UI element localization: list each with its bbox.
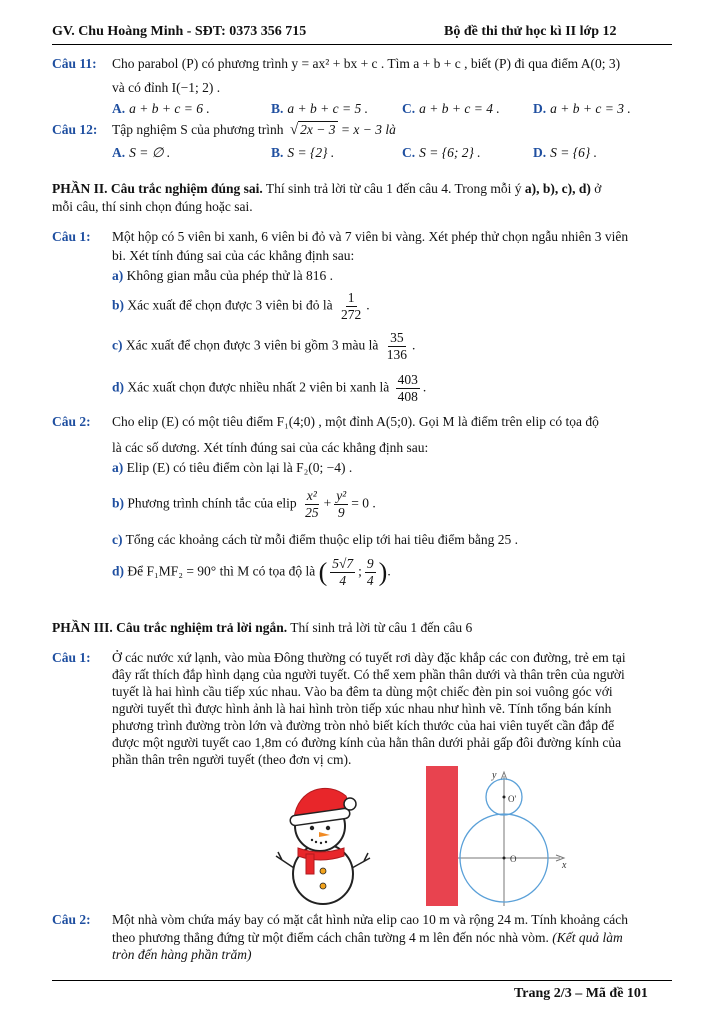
p2-q2-text-2: là các số dương. Xét tính đúng sai của các khẳng định sau:	[112, 440, 429, 455]
q11-option-c: C. a + b + c = 4 .	[402, 101, 500, 116]
footer-page: Trang 2/3 – Mã đề 101	[514, 986, 648, 1001]
q12-option-c: C. S = {6; 2} .	[402, 145, 481, 160]
q11-option-d: D. a + b + c = 3 .	[533, 101, 631, 116]
q11-option-a: A. a + b + c = 6 .	[112, 101, 210, 116]
p2-q2-text-1: Cho elip (E) có một tiêu điểm F₁(4;0) , một đỉnh A(5;0). Gọi M là điểm trên elip có tọa độ	[112, 414, 599, 429]
q11-text-2: và có đỉnh I(−1; 2) .	[112, 80, 221, 95]
p3-q1-line-4: người tuyết thì được hình ảnh là hai hình tròn tiếp xúc nhau như hình vẽ. Tính tổng bán kính	[112, 701, 612, 716]
q12-option-a: A. S = ∅ .	[112, 145, 171, 160]
q11-text-1: Cho parabol (P) có phương trình y = ax² + bx + c . Tìm a + b + c , biết (P) đi qua điểm A(0; 3)	[112, 56, 621, 71]
header-title: Bộ đề thi thử học kì II lớp 12	[444, 24, 617, 39]
p2-q2-b: b) Phương trình chính tắc của elip $\frac{\text{x²}}{25}$ + $\frac{\text{y²}}{9}$ = 0 .	[112, 488, 376, 520]
center-o-label: O	[510, 854, 517, 864]
p3-q1-line-7: phần thân trên người tuyết (theo đơn vị cm).	[112, 752, 352, 767]
part3-heading: PHẦN III. Câu trắc nghiệm trả lời ngắn. Thí sinh trả lời từ câu 1 đến câu 6	[52, 620, 473, 635]
part2-heading: PHẦN II. Câu trắc nghiệm đúng sai. Thí sinh trả lời từ câu 1 đến câu 4. Trong mỗi ý a), b), c), d) ở	[52, 181, 602, 196]
p3-q1-line-6: được một người tuyết cao 1,8m có đường kính của hằn thân dưới phải gấp đôi đường kính của	[112, 735, 622, 750]
header-rule	[52, 44, 672, 45]
q11-option-b: B. a + b + c = 5 .	[271, 101, 368, 116]
right-eye	[326, 826, 330, 830]
snowman-illustration	[258, 776, 388, 906]
p2-q1-label: Câu 1:	[52, 229, 91, 244]
p2-q1-d: d) Xác xuất chọn được nhiều nhất 2 viên bi xanh là $\frac{403}{408}$ .	[112, 372, 427, 404]
part2-desc-2: mỗi câu, thí sinh chọn đúng hoặc sai.	[52, 199, 253, 214]
left-eye	[310, 826, 314, 830]
p2-q1-text-1: Một hộp có 5 viên bi xanh, 6 viên bi đỏ và 7 viên bi vàng. Xét phép thử chọn ngẫu nhiên 3 viên	[112, 229, 629, 244]
p3-q2-line-2: theo phương thẳng đứng từ một điểm cách chân tường 4 m lên đến nóc nhà vòm. (Kết quả làm	[112, 930, 623, 945]
p2-q2-a: a) Elip (E) có tiêu điểm còn lại là F₂(0; −4) .	[112, 460, 353, 475]
q12-option-d: D. S = {6} .	[533, 145, 598, 160]
p3-q1-line-2: đây rất thích đắp hình dạng của người tuyết. Có thể xem phần thân dưới và thân trên của người	[112, 667, 625, 682]
axis-y-label: y	[492, 770, 497, 781]
axis-x-label: x	[562, 860, 567, 871]
wall-rectangle	[426, 766, 458, 906]
p3-q1-line-3: tuyết là hai hình cầu tiếp xúc nhau. Vào ba đêm ta dùng một chiếc đèn pin soi vuông góc với	[112, 684, 613, 699]
p2-q2-d: d) Để F₁MF₂ = 90° thì M có tọa độ là ( $\frac{5√7}{4}$ ; $\frac{9}{4}$ ).	[112, 556, 391, 588]
circles-figure	[458, 766, 576, 908]
footer-rule	[52, 980, 672, 981]
p2-q1-a: a) Không gian mẫu của phép thử là 816 .	[112, 268, 334, 283]
scarf-tail	[306, 854, 314, 874]
p2-q1-b: b) Xác xuất để chọn được 3 viên bi đỏ là $\frac{1}{272}$ .	[112, 290, 370, 322]
q12-text: Tập nghiệm S của phương trình √ 2x − 3 = x − 3 là	[112, 122, 396, 138]
q12-label: Câu 12:	[52, 122, 98, 137]
p3-q2-line-3: tròn đến hàng phần trăm)	[112, 947, 252, 962]
q12-option-b: B. S = {2} .	[271, 145, 335, 160]
p2-q2-c: c) Tổng các khoảng cách từ mỗi điểm thuộc elip tới hai tiêu điểm bằng 25 .	[112, 532, 518, 547]
p3-q1-line-5: phương trình đường tròn lớn và đường tròn nhỏ biết kích thước của hai viên tuyết cần đắp để	[112, 718, 615, 733]
hat-pompom	[344, 798, 356, 810]
center-o-prime-label: O'	[508, 794, 517, 804]
p2-q1-text-2: bi. Xét tính đúng sai của các khẳng định sau:	[112, 248, 355, 263]
p3-q2-label: Câu 2:	[52, 912, 91, 927]
p3-q1-label: Câu 1:	[52, 650, 91, 665]
p2-q1-c: c) Xác xuất để chọn được 3 viên bi gồm 3 màu là $\frac{35}{136}$ .	[112, 330, 416, 362]
p3-q2-line-1: Một nhà vòm chứa máy bay có mặt cắt hình nửa elip cao 10 m và rộng 24 m. Tính khoảng cách	[112, 912, 628, 927]
header-author: GV. Chu Hoàng Minh - SĐT: 0373 356 715	[52, 24, 307, 39]
p3-q1-line-1: Ở các nước xứ lạnh, vào mùa Đông thường có tuyết rơi dày đặc khắp các con đường, trẻ em tại	[112, 650, 626, 665]
p2-q2-label: Câu 2:	[52, 414, 91, 429]
q11-label: Câu 11:	[52, 56, 97, 71]
